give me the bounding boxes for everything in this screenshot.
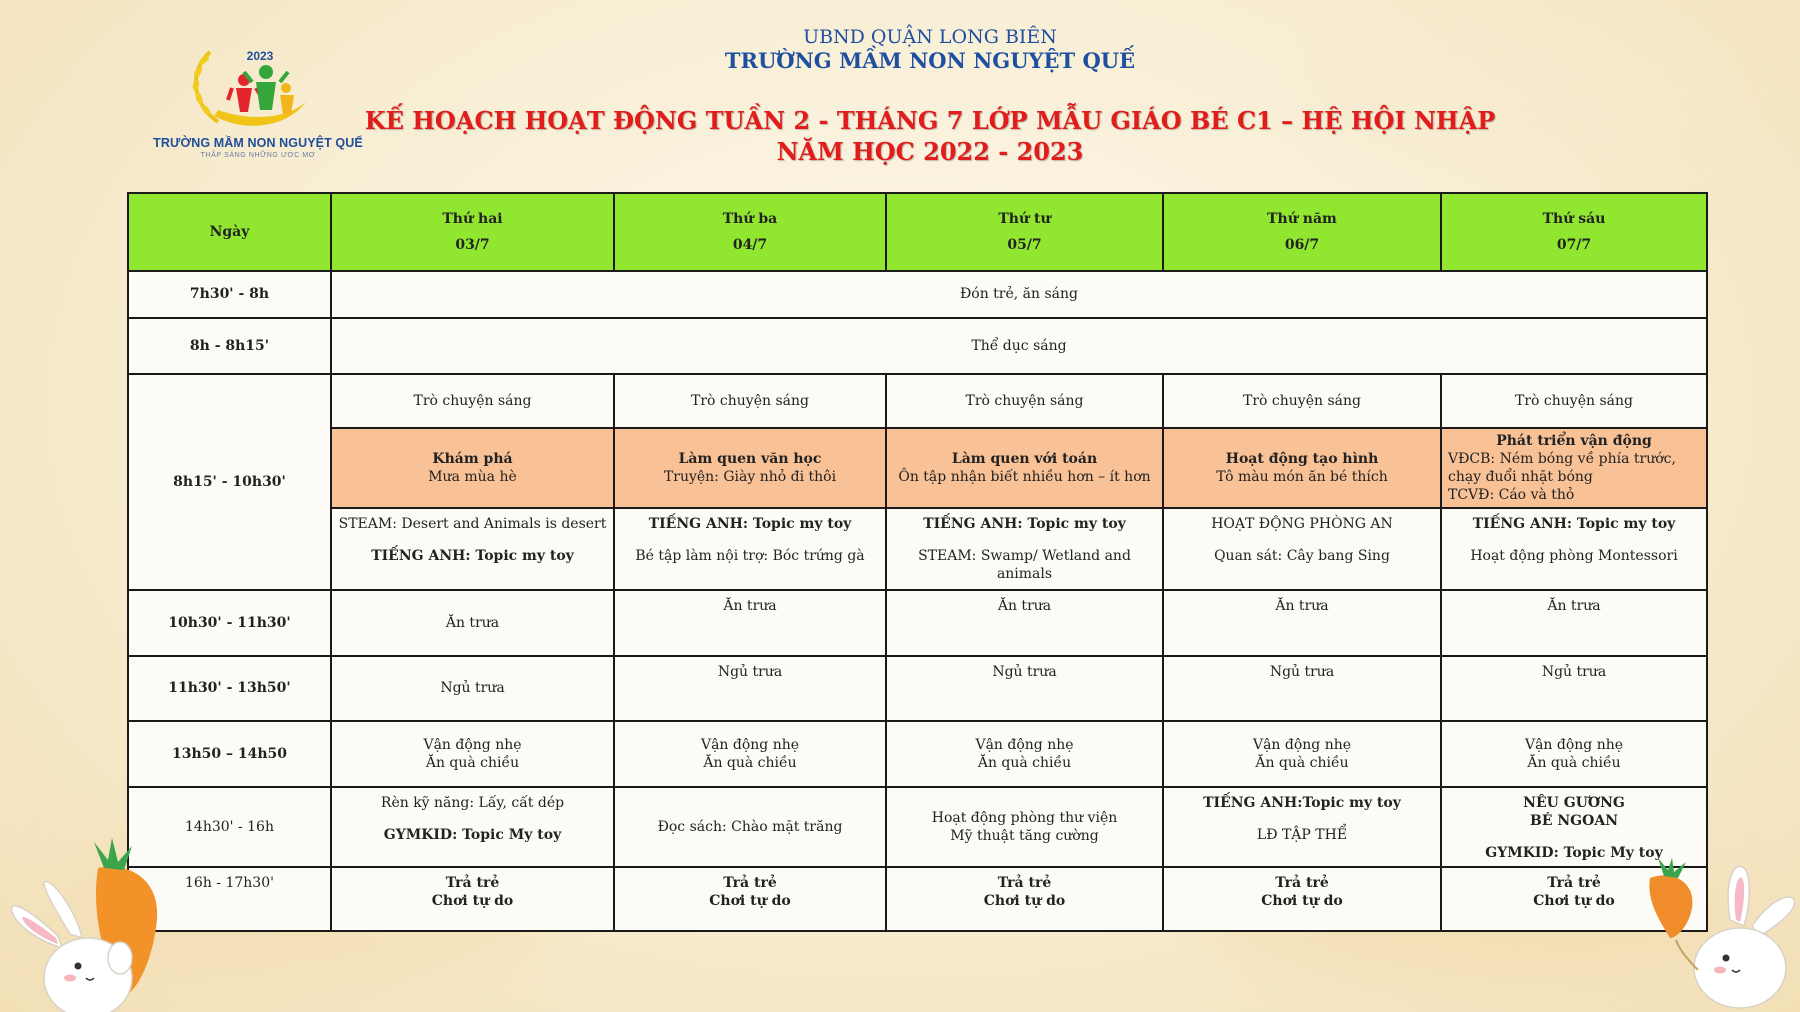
bunny-icon [1640, 860, 1800, 1012]
activity-cell [1163, 508, 1441, 590]
activity-cell [331, 867, 614, 931]
day-name: Thứ hai [442, 210, 503, 227]
time-slot: 13h50 – 14h50 [128, 721, 331, 787]
day-name: Thứ năm [1267, 210, 1337, 227]
activity-line: Hoạt động phòng thư viện [931, 809, 1118, 826]
activity-line: GYMKID: Topic My toy [1485, 845, 1663, 862]
logo-school-name: TRƯỜNG MẦM NON NGUYỆT QUẾ [153, 136, 363, 150]
activity-cell [331, 721, 614, 787]
activity-cell [886, 508, 1163, 590]
activity-line: GYMKID: Topic My toy [383, 827, 562, 844]
activity-cell: Ăn trưa [886, 590, 1163, 656]
table-row [128, 590, 1707, 656]
day-name: Thứ sáu [1542, 210, 1606, 227]
activity-line: Chơi tự do [431, 893, 514, 910]
activity-detail: Tô màu món ăn bé thích [1216, 469, 1388, 485]
logo-year: 2023 [246, 49, 274, 63]
time-slot: 8h15' - 10h30' [128, 374, 331, 590]
table-row [128, 428, 1707, 508]
activity-cell: Ngủ trưa [331, 656, 614, 721]
activity-line: Quan sát: Cây bang Sing [1214, 548, 1390, 565]
header-corner: Ngày [128, 193, 331, 271]
school-logo [148, 30, 368, 170]
activity-cell [886, 721, 1163, 787]
activity-cell [1441, 721, 1707, 787]
activity-cell: Ngủ trưa [1441, 656, 1707, 721]
activity-title: Khám phá [432, 450, 513, 467]
header-day [886, 193, 1163, 271]
day-date: 05/7 [1007, 237, 1042, 253]
activity-cell: Ăn trưa [331, 590, 614, 656]
day-date: 03/7 [455, 237, 490, 253]
activity-line: Bé tập làm nội trợ: Bóc trứng gà [635, 548, 865, 565]
activity-cell [614, 721, 886, 787]
activity-detail: VĐCB: Ném bóng về phía trước, chạy đuổi nhặt bóng [1448, 450, 1676, 485]
activity-cell: Trò chuyện sáng [1163, 374, 1441, 428]
activity-line: Trả trẻ [1275, 875, 1329, 891]
activity-cell [331, 787, 614, 867]
main-activity-cell [886, 428, 1163, 508]
activity-cell: Ăn trưa [1441, 590, 1707, 656]
header-day [614, 193, 886, 271]
table-header-row [128, 193, 1707, 271]
activity-title: Hoạt động tạo hình [1225, 450, 1379, 467]
activity-line: STEAM: Swamp/ Wetland and animals [918, 548, 1131, 583]
day-name: Thứ tư [998, 210, 1051, 227]
activity-line: Vận động nhẹ [975, 736, 1074, 753]
activity-cell: Đọc sách: Chào mặt trăng [614, 787, 886, 867]
time-slot: 8h - 8h15' [128, 318, 331, 374]
day-date: 06/7 [1284, 237, 1320, 253]
activity-cell: Trò chuyện sáng [614, 374, 886, 428]
activity-line: Vận động nhẹ [1524, 736, 1624, 753]
activity-line: TIẾNG ANH: Topic my toy [371, 548, 574, 565]
activity-line: Ăn quà chiều [703, 755, 797, 771]
activity-line: Ăn quà chiều [1527, 755, 1621, 771]
activity-cell [886, 867, 1163, 931]
activity-line: Chơi tự do [709, 893, 791, 910]
activity-cell: Thể dục sáng [331, 318, 1707, 374]
school-year: NĂM HỌC 2022 - 2023 [776, 137, 1084, 166]
header-day [1163, 193, 1441, 271]
activity-cell: Ăn trưa [1163, 590, 1441, 656]
activity-cell: Ngủ trưa [886, 656, 1163, 721]
activity-line: Trả trẻ [1547, 875, 1601, 891]
activity-cell [614, 508, 886, 590]
table-row [128, 508, 1707, 590]
activity-cell [331, 508, 614, 590]
background-glow [1300, 20, 1720, 160]
header-day [1441, 193, 1707, 271]
activity-line: Trả trẻ [997, 875, 1052, 891]
table-row [128, 787, 1707, 867]
activity-line: NÊU GƯƠNG [1523, 795, 1625, 811]
activity-cell: Ngủ trưa [614, 656, 886, 721]
activity-line: LĐ TẬP THỂ [1256, 827, 1348, 844]
day-name: Thứ ba [722, 210, 778, 227]
table-row [128, 867, 1707, 931]
activity-cell [1163, 721, 1441, 787]
activity-title: Phát triển vận động [1496, 432, 1652, 449]
table-row [128, 656, 1707, 721]
district-name: UBND QUẬN LONG BIÊN [803, 26, 1057, 48]
activity-cell [1163, 787, 1441, 867]
activity-cell: Trò chuyện sáng [886, 374, 1163, 428]
logo-slogan: THẮP SÁNG NHỮNG ƯỚC MƠ [200, 152, 316, 159]
plan-title: KẾ HOẠCH HOẠT ĐỘNG TUẦN 2 - THÁNG 7 LỚP MẪU GIÁO BÉ C1 – HỆ HỘI NHẬP [364, 106, 1496, 135]
activity-cell: Đón trẻ, ăn sáng [331, 271, 1707, 318]
time-slot: 11h30' - 13h50' [128, 656, 331, 721]
activity-cell: Ngủ trưa [1163, 656, 1441, 721]
activity-line: Ăn quà chiều [1255, 755, 1349, 771]
activity-line: Vận động nhẹ [700, 736, 800, 753]
table-row [128, 271, 1707, 318]
activity-line: Rèn kỹ năng: Lấy, cất dép [380, 795, 565, 811]
main-activity-cell [1441, 428, 1707, 508]
main-activity-cell [331, 428, 614, 508]
table-row [128, 318, 1707, 374]
activity-cell: Trò chuyện sáng [331, 374, 614, 428]
time-slot: 14h30' - 16h [128, 787, 331, 867]
activity-line: TIẾNG ANH: Topic my toy [923, 516, 1126, 532]
school-name: TRƯỜNG MẦM NON NGUYỆT QUẾ [724, 48, 1136, 73]
activity-title: Làm quen với toán [951, 450, 1098, 467]
activity-detail: Ôn tập nhận biết nhiều hơn – ít hơn [898, 469, 1151, 485]
table-row [128, 721, 1707, 787]
activity-detail: TCVĐ: Cáo và thỏ [1448, 487, 1575, 504]
activity-cell [1441, 787, 1707, 867]
activity-line: TIẾNG ANH: Topic my toy [648, 516, 852, 532]
activity-cell [1163, 867, 1441, 931]
activity-line: Chơi tự do [983, 893, 1066, 910]
activity-title: Làm quen văn học [678, 450, 822, 467]
main-activity-cell [1163, 428, 1441, 508]
activity-detail: Mưa mùa hè [428, 469, 517, 485]
table-row [128, 374, 1707, 428]
activity-line: Trả trẻ [445, 875, 500, 891]
activity-line: TIẾNG ANH: Topic my toy [1472, 516, 1676, 532]
activity-line: Chơi tự do [1261, 893, 1343, 910]
activity-line: BÉ NGOAN [1530, 813, 1618, 830]
activity-line: Mỹ thuật tăng cường [950, 828, 1099, 844]
activity-cell: Ăn trưa [614, 590, 886, 656]
activity-line: Ăn quà chiều [425, 755, 520, 771]
activity-cell [886, 787, 1163, 867]
activity-line: HOẠT ĐỘNG PHÒNG AN [1211, 516, 1393, 532]
activity-line: Chơi tự do [1533, 893, 1615, 910]
activity-line: Vận động nhẹ [423, 736, 522, 753]
activity-line: TIẾNG ANH:Topic my toy [1203, 795, 1401, 811]
activity-detail: Truyện: Giày nhỏ đi thôi [663, 469, 837, 485]
time-slot: 16h - 17h30' [128, 867, 331, 931]
day-date: 07/7 [1556, 237, 1592, 253]
activity-cell: Trò chuyện sáng [1441, 374, 1707, 428]
activity-line: Trả trẻ [723, 875, 777, 891]
time-slot: 10h30' - 11h30' [128, 590, 331, 656]
day-date: 04/7 [732, 237, 768, 253]
activity-line: Hoạt động phòng Montessori [1470, 548, 1678, 565]
activity-line: STEAM: Desert and Animals is desert [338, 516, 607, 532]
activity-line: Vận động nhẹ [1252, 736, 1352, 753]
main-activity-cell [614, 428, 886, 508]
activity-cell [1441, 508, 1707, 590]
bunny-carrot-icon [8, 838, 158, 1012]
activity-line: Ăn quà chiều [977, 755, 1072, 771]
weekly-schedule-table [127, 192, 1708, 932]
activity-cell [614, 867, 886, 931]
header-day [331, 193, 614, 271]
time-slot: 7h30' - 8h [128, 271, 331, 318]
